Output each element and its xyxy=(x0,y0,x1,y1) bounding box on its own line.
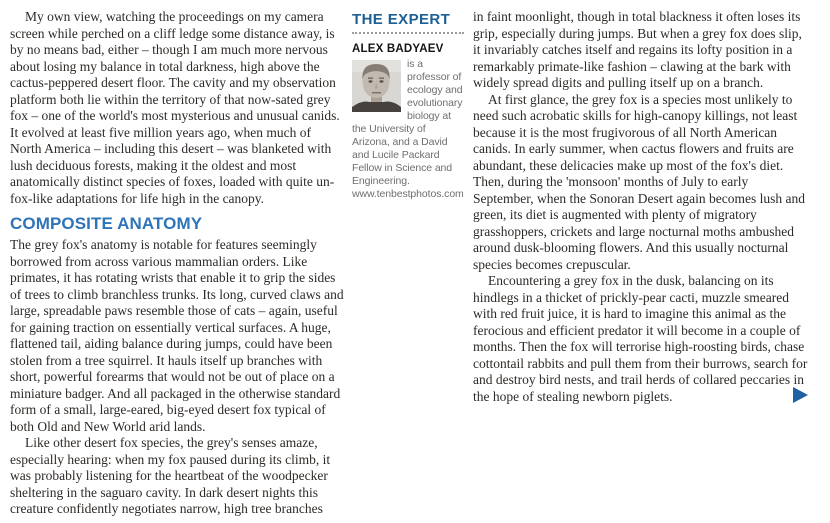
expert-sidebar xyxy=(352,12,464,201)
expert-name: ALEX BADYAEV xyxy=(352,43,444,55)
article-paragraph: At first glance, the grey fox is a species most unlikely to need such acrobatic skills for high-canopy killings, not least because it is the most frugivorous of all North American canids. In early summer, when cactus flowers and fruits are abundant, these delicacies make up most of the fox's diet. Then, during the 'monsoon' months of July to early September, when the Sonoran Desert again becomes lush and green, its diet is augmented with plenty of migratory grasshoppers, crickets and large nocturnal moths ambushed around dusk-blooming flowers. And this usually nocturnal species becomes crepuscular. xyxy=(473,91,805,272)
article-paragraph: Encountering a grey fox in the dusk, balancing on its hindlegs in a thicket of prickly-pear cacti, muzzle smeared with red fruit juice, it is hard to imagine this animal as the ferocious and efficient predator it will become in a couple of months. Then the fox will terrorise high-roosting birds, chase cottontail rabbits and pull them from their burrows, search for and destroy bird nests, and trail herds of collared peccaries in the hope of stealing newborn piglets. xyxy=(473,273,808,404)
section-heading-composite-anatomy: COMPOSITE ANATOMY xyxy=(10,214,203,233)
article-final-paragraph-wrap xyxy=(473,273,810,405)
expert-portrait-photo-icon xyxy=(352,60,401,112)
expert-bio xyxy=(352,58,464,201)
expert-sidebar-heading: THE EXPERT xyxy=(352,11,451,28)
dotted-divider xyxy=(352,32,464,34)
article-paragraph: in faint moonlight, though in total blackness it often loses its grip, especially during jumps. But when a grey fox does slip, it invariably catches itself and regains its lofty position in a remarkably primate-like fashion – clawing at the bark with widely spread digits and pulling itself up on a branch. xyxy=(473,9,802,90)
article-column-left xyxy=(10,9,344,518)
article-column-right xyxy=(473,9,810,405)
end-of-article-arrow-icon xyxy=(793,387,808,403)
article-paragraph: The grey fox's anatomy is notable for features seemingly borrowed from across various mammalian orders. Like primates, it has rotating wrists that enable it to grip the sides of trees to climb branchless trunks. Its long, curved claws and large, spreadable paws resemble those of cats – again, useful for gaining traction on essentially vertical surfaces. A huge, flattened tail, aiding balance during jumps, could have been stolen from a tree squirrel. It hauls itself up branches with short, powerful forearms that would not be out of place on a miniature badger. And all packaged in the otherwise standard form of a small, large-eared, big-eyed desert fox typical of both Old and New World arid lands. xyxy=(10,237,344,434)
article-paragraph: Like other desert fox species, the grey's senses amaze, especially hearing: when my fox paused during its climb, it was probably listening for the heartbeat of the woodpecker sheltering in the saguaro cavity. In dark desert nights this creature confidently negotiates narrow, high tree branches xyxy=(10,435,331,516)
expert-bio-text: is a professor of ecology and evolutionary biology at the University of Arizona, and a David and Lucile Packard Fellow in Science and Engineering. www.tenbestphotos.com xyxy=(352,58,464,200)
article-paragraph: My own view, watching the proceedings on my camera screen while perched on a cliff ledge some distance away, is by no means bad, either – though I am much more nervous about losing my balance in total darkness, high above the cactus-peppered desert floor. The cavity and my observation platform both lie within the territory of that now-sated grey fox – one of the world's most mysterious and unusual canids. It evolved at least five million years ago, when much of North America – including this desert – was blanketed with lush deciduous forests, making it the oldest and most anatomically distinct species of foxes, loaded with quite un-fox-like adaptations for life high in the canopy. xyxy=(10,9,340,206)
